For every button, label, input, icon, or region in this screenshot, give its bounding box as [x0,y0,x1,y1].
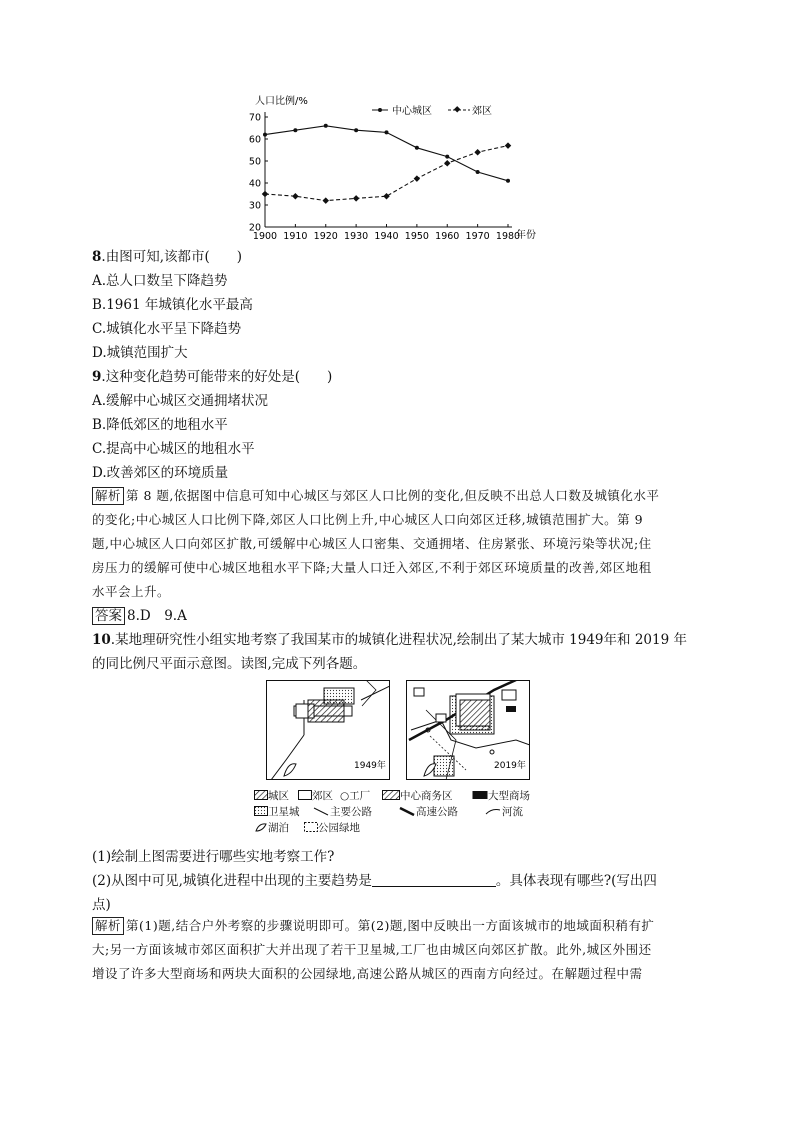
answer-8-9 [92,604,187,625]
legend-highway [398,804,458,819]
legend-label: 高速公路 [416,806,458,818]
point-suburb [383,193,390,200]
map-legend [254,788,554,838]
legend-river [484,804,523,819]
urban-area [308,700,344,722]
answer-tag: 答案 [92,607,125,625]
x-tick-label: 1980 [495,231,521,242]
analysis-line: 第(1)题,结合户外考察的步骤说明即可。第(2)题,图中反映出一方面该城市的地域面积稍有扩 [126,918,655,933]
x-tick-label: 1930 [344,231,369,242]
analysis-line: 水平会上升。 [92,584,171,599]
answer-text: 8.D 9.A [127,608,187,624]
point-suburb [474,149,481,156]
map-1949 [266,680,390,780]
question-stem: .由图可知,该都市( ) [101,249,243,265]
point-suburb [322,197,329,204]
legend-label: 公园绿地 [318,822,360,834]
legend-label: 城区 [268,790,289,802]
point-suburb [292,193,299,200]
chart-xlabel: 年份 [516,230,536,241]
legend-satellite [254,804,300,819]
question-number: 9 [92,369,102,385]
question-9 [92,365,332,385]
question-10-line2: 的同比例尺平面示意图。读图,完成下列各题。 [92,656,367,672]
analysis-8-9 [92,484,712,604]
legend-road [312,804,372,819]
y-tick-label: 30 [248,200,261,212]
series-line-suburb [265,146,508,201]
legend-center-label: 中心城区 [392,106,432,117]
option-8c[interactable]: C.城镇化水平呈下降趋势 [92,321,242,337]
urban-area [460,700,490,730]
point-suburb [444,160,451,167]
legend-label: 河流 [502,806,523,818]
point-center [324,124,328,128]
y-tick-label: 40 [248,178,261,190]
analysis-line: 大;另一方面该城市郊区面积扩大并出现了若干卫星城,工厂也由城区向郊区扩散。此外,城区外围还 [92,942,652,957]
question-10-2-end: 点) [92,897,111,913]
point-suburb [262,191,269,198]
x-tick-label: 1960 [435,231,460,242]
question-10 [92,628,687,648]
legend-factory [340,788,370,803]
legend-suburb [298,788,333,803]
point-suburb [505,142,512,149]
analysis-line: 增设了许多大型商场和两块大面积的公园绿地,高速公路从城区的西南方向经过。在解题过程中需 [92,966,643,981]
x-tick-label: 1910 [283,231,308,242]
question-10-1: (1)绘制上图需要进行哪些实地考察工作? [92,849,335,865]
option-8a[interactable]: A.总人口数呈下降趋势 [92,273,228,289]
question-8 [92,245,242,265]
x-tick-label: 1920 [313,231,338,242]
factory-icon: ○ [340,790,350,802]
legend-label: 中心商务区 [400,790,453,802]
legend-label: 湖泊 [268,822,289,834]
question-text: (2)从图中可见,城镇化进程中出现的主要趋势是 [92,873,372,889]
option-9d[interactable]: D.改善郊区的环境质量 [92,465,229,481]
analysis-line: 题,中心城区人口向郊区扩散,可缓解中心城区人口密集、交通拥堵、住房紧张、环境污染等状况;住 [92,536,652,551]
analysis-tag: 解析 [92,487,124,505]
point-center [445,155,449,159]
question-10-2 [92,869,657,889]
y-tick-label: 70 [248,112,261,124]
legend-label: 郊区 [312,790,333,802]
map-year-2019: 2019年 [494,761,526,771]
option-8b[interactable]: B.1961 年城镇化水平最高 [92,297,253,313]
option-9a[interactable]: A.缓解中心城区交通拥堵状况 [92,393,269,409]
y-tick-label: 50 [248,156,261,168]
question-number: 10 [92,632,111,648]
legend-urban [254,788,289,803]
legend-park [304,820,360,835]
answer-blank[interactable] [372,874,496,887]
point-center [385,130,389,134]
legend-mall [472,788,530,803]
x-tick-label: 1970 [465,231,490,242]
satellite-town [434,756,454,776]
question-stem: .某地理研究性小组实地考察了我国某市的城镇化进程状况,绘制出了某大城市 1949年和 2019 年 [110,632,687,648]
legend-suburb-label: 郊区 [472,106,492,117]
point-center [506,179,510,183]
analysis-line: 的变化;中心城区人口比例下降,郊区人口比例上升,中心城区人口向郊区迁移,城镇范围扩大。第 9 [92,512,644,527]
point-center [263,133,267,137]
analysis-tag: 解析 [92,917,124,935]
chart-ylabel: 人口比例/% [255,96,308,107]
legend-label: 卫星城 [268,806,300,818]
option-9b[interactable]: B.降低郊区的地租水平 [92,417,228,433]
chart-legend [372,104,492,117]
point-center [415,146,419,150]
population-line-chart [230,90,560,245]
legend-label: 大型商场 [488,790,530,802]
point-center [293,128,297,132]
point-suburb [414,175,421,182]
option-8d[interactable]: D.城镇范围扩大 [92,345,188,361]
point-suburb [353,195,360,202]
legend-label: 工厂 [349,790,371,802]
x-tick-label: 1940 [374,231,399,242]
legend-label: 主要公路 [330,806,372,818]
map-year-1949: 1949年 [354,761,386,771]
point-center [354,128,358,132]
option-9c[interactable]: C.提高中心城区的地租水平 [92,441,255,457]
y-tick-label: 20 [248,222,261,234]
analysis-line: 房压力的缓解可使中心城区地租水平下降;大量人口迁入郊区,不利于郊区环境质量的改善,郊区地租 [92,560,652,575]
legend-cbd [382,788,453,803]
question-stem: .这种变化趋势可能带来的好处是( ) [101,369,333,385]
legend-lake [254,820,289,835]
analysis-10 [92,914,712,986]
point-center [476,170,480,174]
analysis-line: 第 8 题,依据图中信息可知中心城区与郊区人口比例的变化,但反映不出总人口数及城镇化水平 [126,488,660,503]
question-text: 。具体表现有哪些?(写出四 [495,873,657,889]
y-tick-label: 60 [248,134,261,146]
map-2019 [406,680,530,780]
x-tick-label: 1900 [252,231,278,242]
x-tick-label: 1950 [404,231,429,242]
question-number: 8 [92,249,102,265]
